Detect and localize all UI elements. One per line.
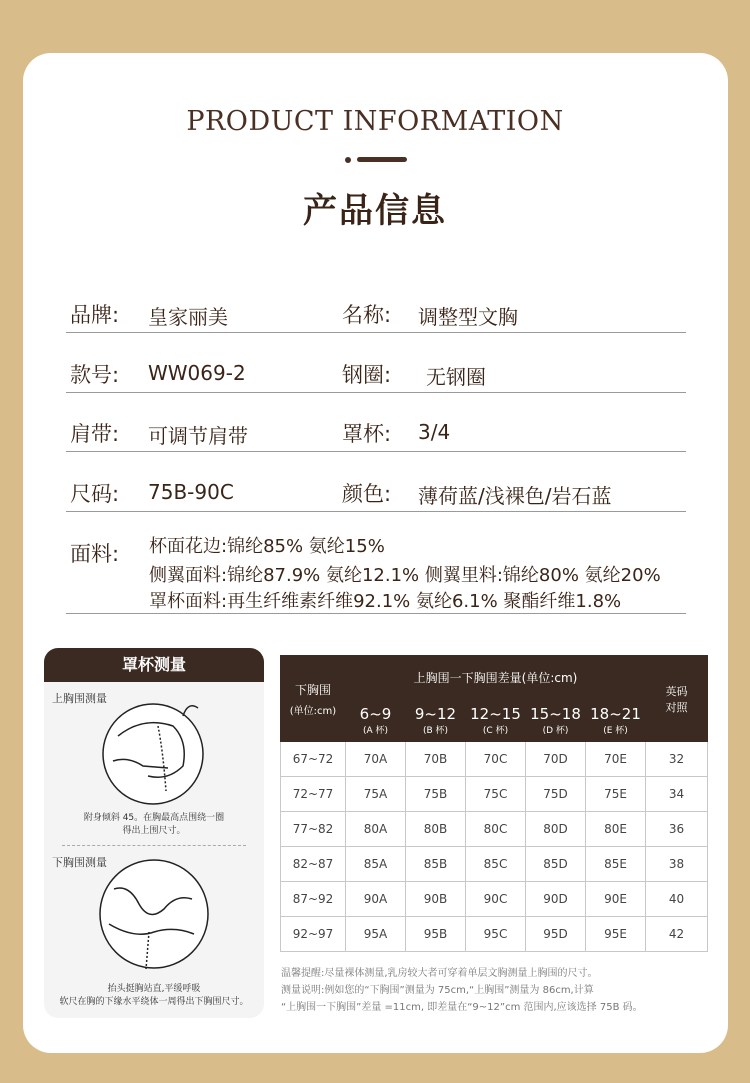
- size-cell: 85A: [346, 847, 406, 882]
- size-cell: 70D: [526, 742, 586, 777]
- strap-value: 可调节肩带: [148, 424, 248, 448]
- cup-header-cell: [466, 699, 526, 742]
- color-label: 颜色:: [342, 482, 392, 506]
- brand-label: 品牌:: [70, 303, 120, 327]
- panel-divider: [62, 845, 246, 846]
- upper-bust-illustration: [88, 696, 218, 806]
- fabric-line-2: 侧翼面料:锦纶87.9% 氨纶12.1% 侧翼里料:锦纶80% 氨纶20%: [149, 565, 661, 586]
- size-cell: 70C: [466, 742, 526, 777]
- us-size-cell: 36: [646, 812, 708, 847]
- under-bust-cell: 87~92: [281, 882, 346, 917]
- us-size-header-line-1: 英码: [665, 684, 688, 698]
- size-cell: 95E: [586, 917, 646, 952]
- info-row-size: [66, 473, 686, 512]
- size-cell: 85D: [526, 847, 586, 882]
- cup-header-row: [281, 699, 708, 742]
- cup-letter: (D 杯): [542, 725, 569, 736]
- under-bust-cell: 77~82: [281, 812, 346, 847]
- size-chart-body: [281, 742, 708, 952]
- cup-header-cell: [586, 699, 646, 742]
- size-cell: 90A: [346, 882, 406, 917]
- cup-letter: (C 杯): [482, 725, 509, 736]
- model-label: 款号:: [70, 363, 120, 387]
- lower-note-1: 抬头挺胸站直,平缓呼吸: [107, 984, 201, 994]
- title-decoration-dot: [345, 157, 351, 163]
- fabric-line-3: 罩杯面料:再生纤维素纤维92.1% 氨纶6.1% 聚酯纤维1.8%: [149, 591, 622, 612]
- lower-note-2: 软尺在胸的下缘水平绕体一周得出下胸围尺寸。: [59, 997, 249, 1007]
- size-cell: 80D: [526, 812, 586, 847]
- us-size-cell: 34: [646, 777, 708, 812]
- info-row-brand: [66, 295, 686, 333]
- size-cell: 75D: [526, 777, 586, 812]
- size-cell: 80A: [346, 812, 406, 847]
- size-value: 75B-90C: [148, 480, 234, 504]
- tips-line-2: 测量说明:例如您的“下胸围”测量为 75cm,“上胸围”测量为 86cm,计算: [281, 985, 594, 996]
- chinese-title: 产品信息: [303, 191, 447, 231]
- info-row-model: [66, 355, 686, 393]
- size-cell: 95B: [406, 917, 466, 952]
- tips-line-3: “上胸围一下胸围”差量 =11cm, 即差量在“9~12”cm 范围内,应该选择 75B 码。: [281, 1002, 643, 1013]
- size-cell: 90E: [586, 882, 646, 917]
- fabric-label: 面料:: [70, 542, 120, 566]
- lower-bust-label: 下胸围测量: [52, 856, 107, 869]
- us-size-cell: 42: [646, 917, 708, 952]
- size-row: [281, 882, 708, 917]
- color-value: 薄荷蓝/浅裸色/岩石蓝: [418, 484, 612, 508]
- cup-header-cell: [526, 699, 586, 742]
- cup-label: 罩杯:: [342, 422, 392, 446]
- cup-range: 18~21: [590, 704, 641, 723]
- under-bust-cell: 67~72: [281, 742, 346, 777]
- us-size-header-line-2: 对照: [665, 700, 688, 714]
- us-size-cell: 32: [646, 742, 708, 777]
- cup-letter: (E 杯): [603, 725, 628, 736]
- measurement-panel: [44, 648, 264, 1018]
- size-cell: 95A: [346, 917, 406, 952]
- lower-bust-illustration: [94, 854, 214, 974]
- upper-bust-label: 上胸围测量: [52, 692, 107, 705]
- cup-letter: (A 杯): [362, 725, 389, 736]
- size-cell: 70E: [586, 742, 646, 777]
- under-bust-header-unit: (单位:cm): [289, 705, 337, 717]
- measurement-title: 罩杯测量: [44, 648, 264, 682]
- cup-range: 15~18: [530, 704, 581, 723]
- under-bust-cell: 82~87: [281, 847, 346, 882]
- cup-value: 3/4: [418, 420, 451, 444]
- name-value: 调整型文胸: [418, 305, 518, 329]
- brand-value: 皇家丽美: [148, 305, 228, 329]
- strap-label: 肩带:: [70, 422, 120, 446]
- title-decoration-bar: [357, 157, 407, 162]
- size-row: [281, 742, 708, 777]
- upper-note-2: 得出上围尺寸。: [122, 826, 186, 836]
- us-size-cell: 38: [646, 847, 708, 882]
- tips-line-1: 温馨提醒:尽量裸体测量,乳房较大者可穿着单层文胸测量上胸围的尺寸。: [281, 968, 598, 979]
- us-size-cell: 40: [646, 882, 708, 917]
- size-cell: 95D: [526, 917, 586, 952]
- size-row: [281, 847, 708, 882]
- model-value: WW069-2: [148, 361, 246, 385]
- cup-header-cell: [346, 699, 406, 742]
- size-label: 尺码:: [70, 482, 120, 506]
- size-cell: 70B: [406, 742, 466, 777]
- size-cell: 85E: [586, 847, 646, 882]
- size-cell: 75E: [586, 777, 646, 812]
- size-cell: 75C: [466, 777, 526, 812]
- cup-range: 9~12: [414, 704, 457, 723]
- us-size-header: [646, 656, 708, 742]
- info-row-strap: [66, 414, 686, 452]
- difference-header: 上胸围一下胸围差量(单位:cm): [346, 656, 646, 699]
- fabric-line-1: 杯面花边:锦纶85% 氨纶15%: [149, 536, 385, 557]
- size-cell: 80B: [406, 812, 466, 847]
- size-cell: 90B: [406, 882, 466, 917]
- size-row: [281, 917, 708, 952]
- size-row: [281, 812, 708, 847]
- under-bust-header-label: 下胸围: [294, 682, 331, 697]
- cup-header-cell: [406, 699, 466, 742]
- size-cell: 90C: [466, 882, 526, 917]
- size-cell: 80E: [586, 812, 646, 847]
- size-cell: 85C: [466, 847, 526, 882]
- name-label: 名称:: [342, 303, 392, 327]
- english-title: PRODUCT INFORMATION: [186, 106, 564, 137]
- size-cell: 75B: [406, 777, 466, 812]
- size-cell: 90D: [526, 882, 586, 917]
- size-cell: 80C: [466, 812, 526, 847]
- cup-range: 6~9: [359, 704, 392, 723]
- under-bust-cell: 72~77: [281, 777, 346, 812]
- wire-label: 钢圈:: [342, 363, 392, 387]
- size-row: [281, 777, 708, 812]
- under-bust-cell: 92~97: [281, 917, 346, 952]
- cup-letter: (B 杯): [422, 725, 449, 736]
- size-cell: 95C: [466, 917, 526, 952]
- size-cell: 75A: [346, 777, 406, 812]
- wire-value: 无钢圈: [426, 365, 486, 389]
- size-cell: 70A: [346, 742, 406, 777]
- cup-range: 12~15: [470, 704, 521, 723]
- under-bust-header: [281, 656, 346, 742]
- size-cell: 85B: [406, 847, 466, 882]
- size-chart-table: [280, 655, 708, 952]
- upper-note-1: 附身倾斜 45。在胸最高点围绕一圈: [83, 813, 225, 823]
